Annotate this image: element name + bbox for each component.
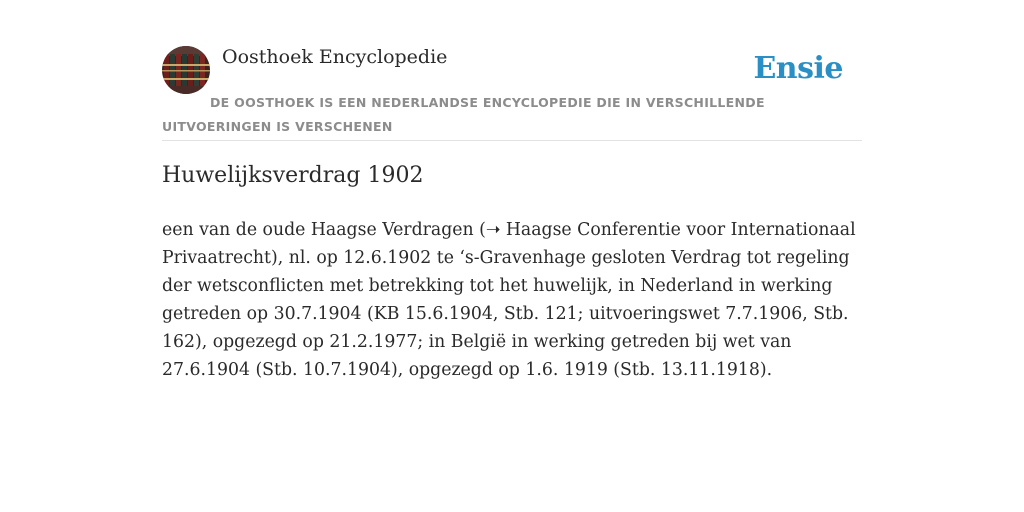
site-tagline: DE OOSTHOEK IS EEN NEDERLANDSE ENCYCLOPEDIE DIE IN VERSCHILLENDE UITVOERINGEN IS VERSCHENEN — [162, 95, 765, 134]
site-header — [162, 46, 862, 141]
encyclopedia-books-icon[interactable] — [162, 46, 210, 94]
article-title: Huwelijksverdrag 1902 — [162, 163, 424, 188]
brand-logo[interactable]: Ensie — [753, 51, 843, 86]
site-name[interactable]: Oosthoek Encyclopedie — [222, 46, 448, 68]
article-body: een van de oude Haagse Verdragen (➝ Haagse Conferentie voor Internationaal Privaatrecht), nl. op 12.6.1902 te ‘s-Gravenhage gesloten Verdrag tot regeling der wetsconflicten met betrekking tot het huwelijk, in Nederland in werking getreden op 30.7.1904 (KB 15.6.1904, Stb. 121; uitvoeringswet 7.7.1906, Stb. 162), opgezegd op 21.2.1977; in België in werking getreden bij wet van 27.6.1904 (Stb. 10.7.1904), opgezegd op 1.6. 1919 (Stb. 13.11.1918). — [162, 220, 856, 380]
